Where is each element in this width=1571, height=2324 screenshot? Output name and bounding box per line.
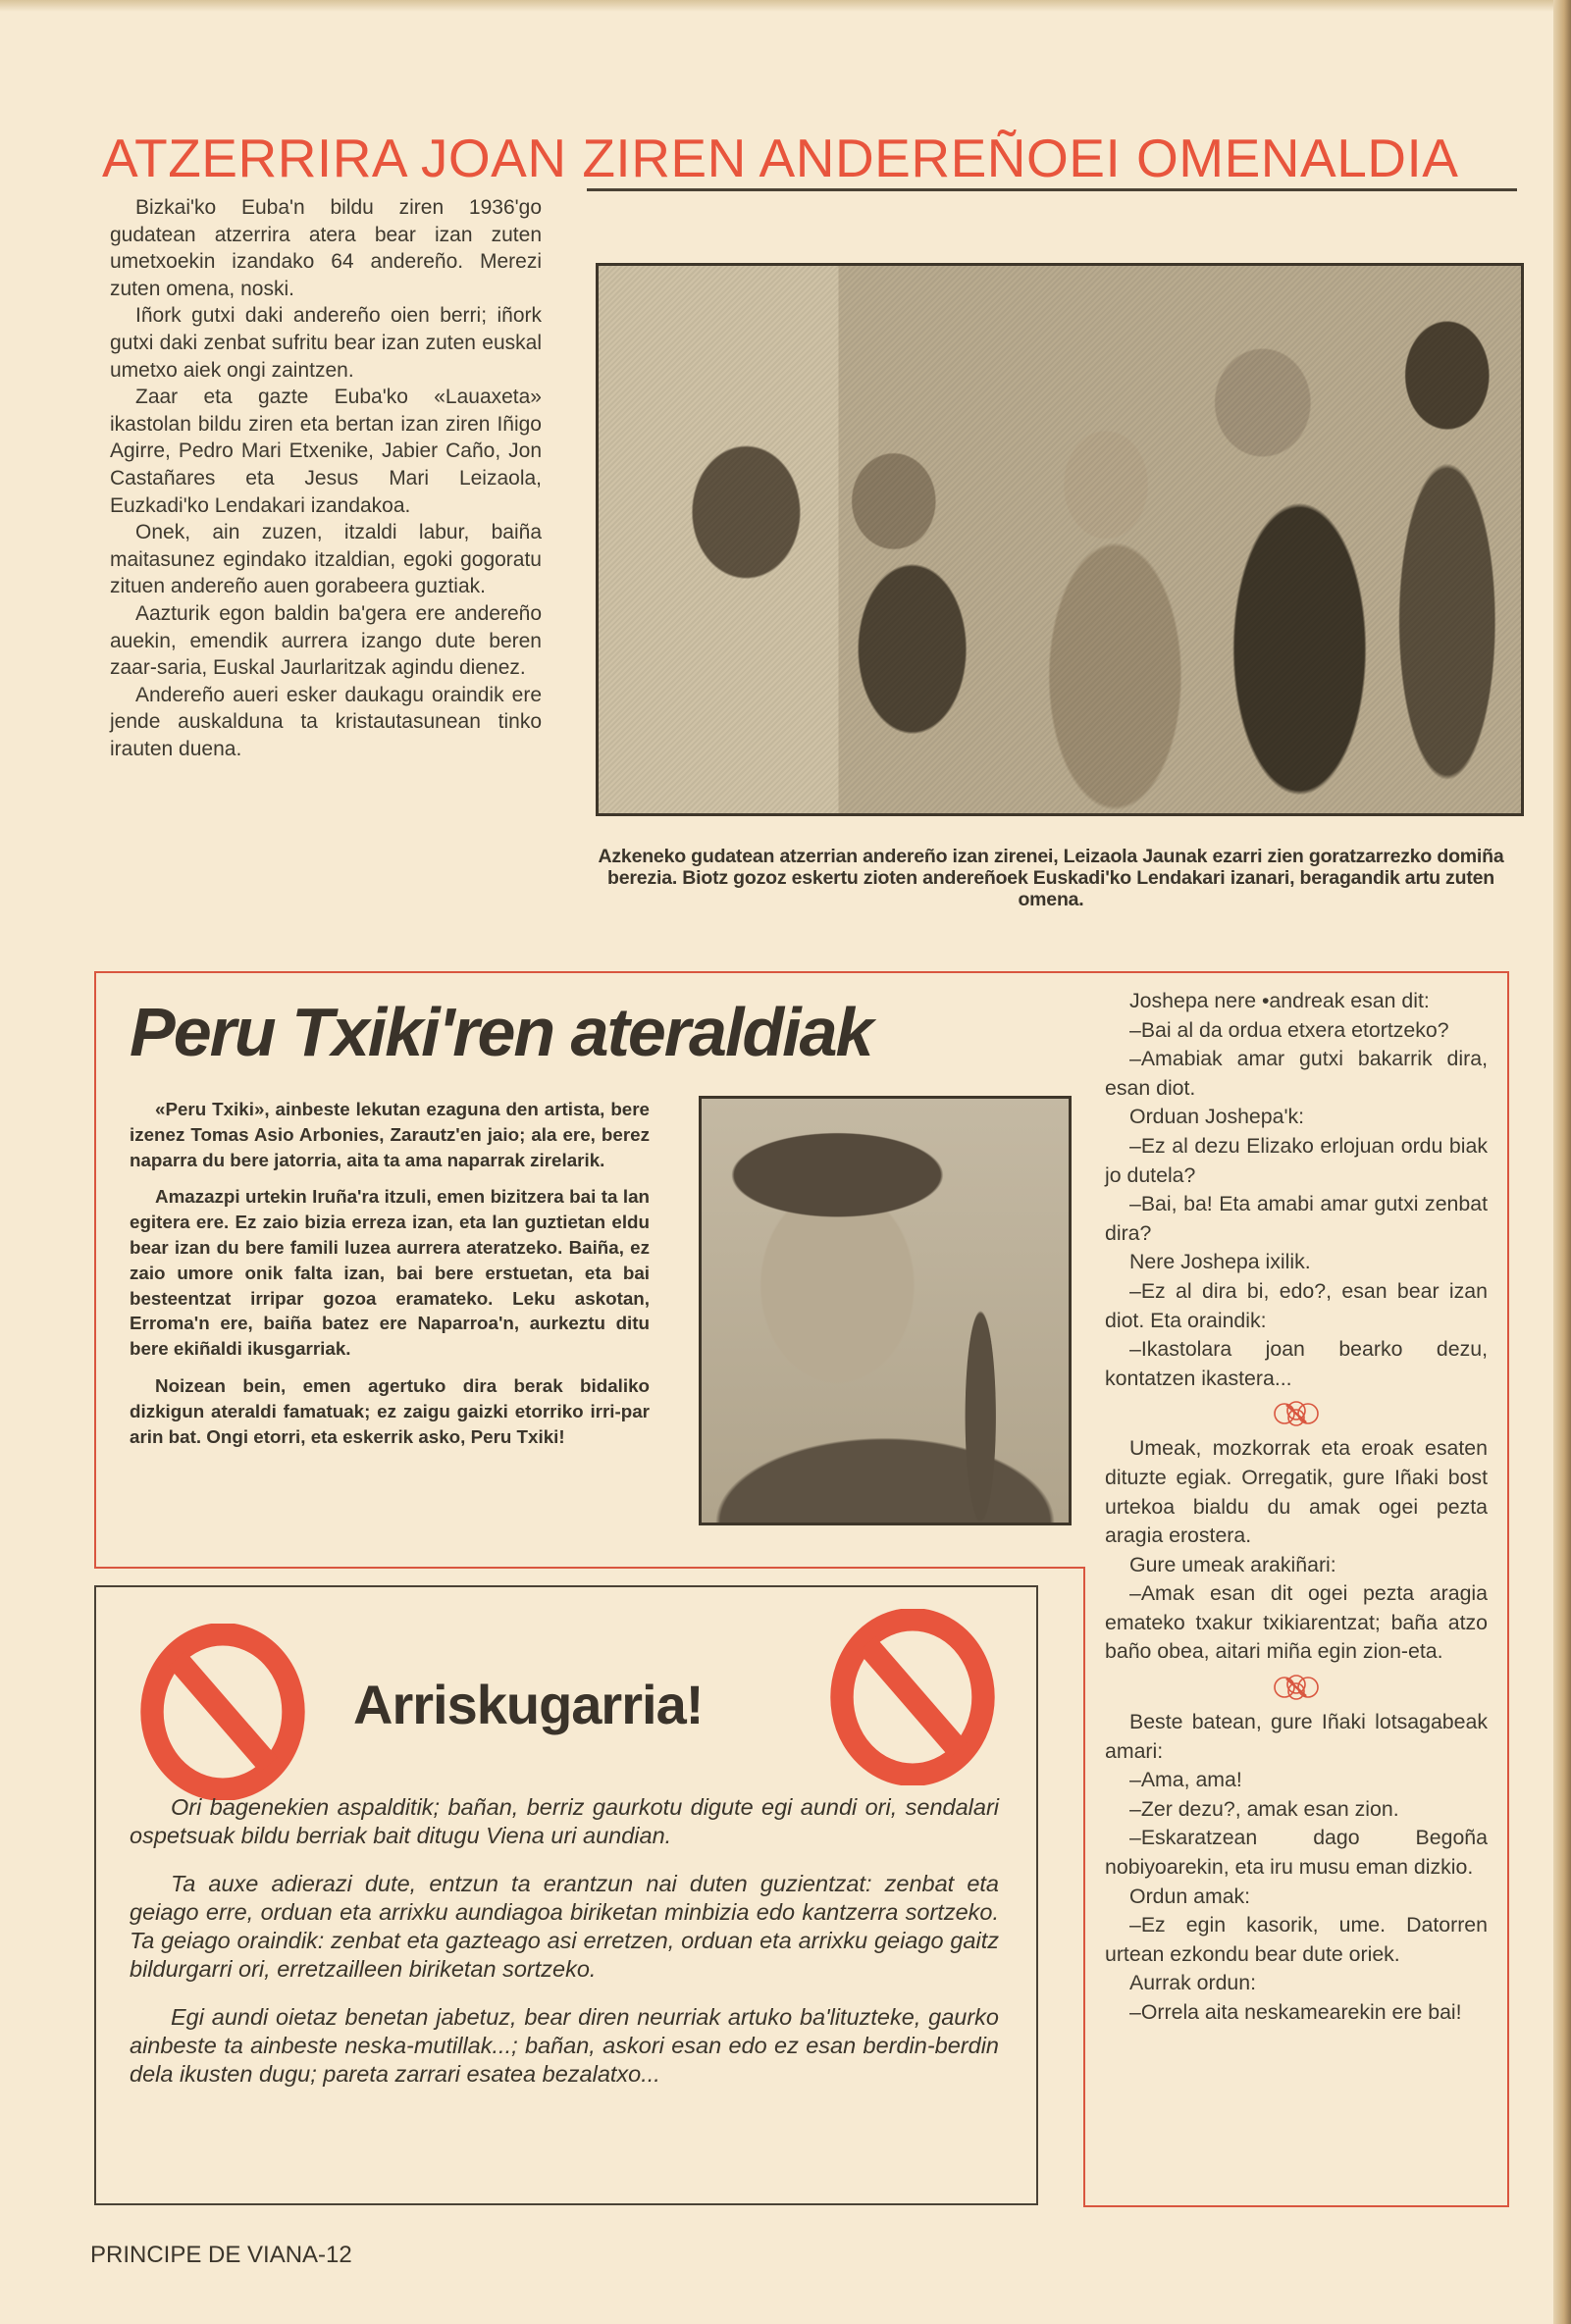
article-paragraph: Aazturik egon baldin ba'gera ere andereño auekin, emendik aurrera izango dute beren zaar-saria, Euskal Jaurlaritzak agindu dienez. [110, 601, 542, 680]
ceremony-photo [596, 263, 1524, 816]
peru-paragraph: Noizean bein, emen agertuko dira berak bidaliko dizkigun ateraldi famatuak; ez zaigu gaizki etorriko irri-par arin bat. Ongi etorri, eta eskerrik asko, Peru Txiki! [130, 1374, 650, 1447]
joke-line: –Ez al dezu Elizako erlojuan ordu biak jo dutela? [1105, 1133, 1488, 1187]
joke-line: –Ez al dira bi, edo?, esan bear izan diot. Eta oraindik: [1105, 1278, 1488, 1332]
joke-line: Ordun amak: [1129, 1884, 1251, 1908]
page-binding-edge [1553, 0, 1571, 2324]
jokes-column [1105, 987, 1488, 2028]
warning-body [130, 1793, 999, 2108]
joke-3 [1105, 1708, 1488, 2028]
peru-txiki-intro [130, 1097, 650, 1461]
joke-line: –Amak esan dit ogei pezta aragia emateko txakur txikiarentzat; baña atzo baño obea, aitari miña egin zion-eta. [1105, 1581, 1488, 1664]
joke-line: –Ikastolara joan bearko dezu, kontatzen ikastera... [1105, 1337, 1488, 1390]
headline-rule [587, 188, 1517, 191]
prohibition-sign-icon [824, 1609, 1001, 1785]
frame-line-inner [1083, 1567, 1085, 2206]
warning-paragraph: Ori bagenekien aspalditik; bañan, berriz gaurkotu digute egi aundi ori, sendalari ospetsuak bildu berriak bait ditugu Viena uri aundian. [130, 1794, 999, 1848]
joke-line: –Zer dezu?, amak esan zion. [1129, 1796, 1399, 1821]
warning-paragraph: Ta auxe adierazi dute, entzun ta erantzun nai duten guzientzat: zenbat eta geiago erre, orduan eta arrixku aundiagoa biriketan minbizia edo kantzerra sortzeko. Ta geiago oraindik: zenbat eta gazteago asi erretzen, orduan eta arrixku geiago gaitz bildurgarri ori, erretzailleen biriketan sortzeko. [130, 1871, 999, 1982]
article-paragraph: Zaar eta gazte Euba'ko «Lauaxeta» ikastolan bildu ziren eta bertan izan ziren Iñigo Agirre, Pedro Mari Etxenike, Jabier Caño, Jon Castañares eta Jesus Mari Leizaola, Euzkadi'ko Lendakari izandakoa. [110, 386, 542, 517]
prohibition-sign-icon [134, 1624, 311, 1800]
peru-paragraph: «Peru Txiki», ainbeste lekutan ezaguna den artista, bere izenez Tomas Asio Arbonies, Zarautz'en jaio; ala ere, berez naparra du bere jatorria, aita ta ama naparrak zirelarik. [130, 1099, 650, 1170]
joke-line: Beste batean, gure Iñaki lotsagabeak amari: [1105, 1710, 1488, 1763]
joke-line: Nere Joshepa ixilik. [1129, 1250, 1311, 1274]
page-footer: PRINCIPE DE VIANA-12 [90, 2242, 352, 2268]
article-paragraph: Bizkai'ko Euba'n bildu ziren 1936'go gudatean atzerrira atera bear izan zuten umetxoekin izandako 64 andereño. Merezi zuten omena, noski. [110, 196, 542, 300]
peru-paragraph: Amazazpi urtekin Iruña'ra itzuli, emen bizitzera bai ta lan egitera ere. Ez zaio bizia erreza izan, eta lan guztietan eldu bear izan du bere famili luzea aurrera ateratzeko. Baiña, ez zaio umore onik falta izan, bai bere erstuetan, eta bai besteentzat irripar gozoa eramateko. Leku askotan, Erroma'n ere, baiña batez ere Naparroa'n, aurkeztu ditu bere ekiñaldi ikusgarriak. [130, 1186, 650, 1360]
article-paragraph: Onek, ain zuzen, itzaldi labur, baiña maitasunez egindako itzaldian, egoki gogoratu zituen andereño auen gorabeera guztiak. [110, 521, 542, 598]
joke-line: Joshepa nere •andreak esan dit: [1129, 989, 1430, 1012]
article-paragraph: Iñork gutxi daki andereño oien berri; iñork gutxi daki zenbat sufritu bear izan zuten euskal umetxo aiek ongi zaintzen. [110, 304, 542, 382]
joke-line: –Bai al da ordua etxera etortzeko? [1129, 1017, 1449, 1042]
joke-line: –Ama, ama! [1129, 1768, 1242, 1792]
page-top-edge [0, 0, 1571, 12]
article-omenaldia-body [110, 194, 542, 762]
joke-line: –Bai, ba! Eta amabi amar gutxi zenbat dira? [1105, 1192, 1488, 1245]
joke-line: –Orrela aita neskamearekin ere bai! [1129, 2000, 1462, 2024]
ceremony-photo-caption: Azkeneko gudatean atzerrian andereño izan zirenei, Leizaola Jaunak ezarri zien goratzarrezko domiña berezia. Biotz gozoz eskertu zioten andereñoek Euskadi'ko Lendakari izanari, beragandik artu zuten omena. [598, 846, 1504, 910]
article-paragraph: Andereño aueri esker daukagu oraindik ere jende auskalduna ta kristautasunean tinko irauten duena. [110, 683, 542, 760]
joke-line: Aurrak ordun: [1129, 1971, 1257, 1995]
frame-line-mid [94, 1567, 1083, 1569]
warning-paragraph: Egi aundi oietaz benetan jabetuz, bear diren neurriak artuko ba'lituzteke, gaurko ainbeste ta ainbeste neska-mutillak...; bañan, askori esan edo ez esan berdin-berdin dela ikusten dugu; pareta zarrari esatea bezalatxo... [130, 2004, 999, 2087]
knot-ornament-icon [1267, 1399, 1326, 1428]
frame-line-left [94, 971, 96, 1568]
peru-txiki-portrait [699, 1096, 1072, 1525]
joke-line: –Ez egin kasorik, ume. Datorren urtean ezkondu bear dute oriek. [1105, 1913, 1488, 1966]
joke-2 [1105, 1434, 1488, 1667]
peru-txiki-title: Peru Txiki'ren ateraldiak [130, 994, 872, 1070]
knot-ornament-icon [1267, 1673, 1326, 1702]
joke-line: –Eskaratzean dago Begoña nobiyoarekin, eta iru musu eman dizkio. [1105, 1826, 1488, 1880]
joke-line: Umeak, mozkorrak eta eroak esaten dituzte egiak. Orregatik, gure Iñaki bost urtekoa bialdu du amak ogei pezta aragia erostera. [1105, 1436, 1488, 1548]
warning-title: Arriskugarria! [353, 1674, 704, 1735]
frame-line-right [1507, 971, 1509, 2207]
joke-line: Orduan Joshepa'k: [1129, 1105, 1305, 1129]
frame-line-bottom [1083, 2205, 1509, 2207]
frame-line-top [94, 971, 1507, 973]
joke-1 [1105, 987, 1488, 1393]
page-headline: ATZERRIRA JOAN ZIREN ANDEREÑOEI OMENALDIA [102, 127, 1459, 188]
joke-line: Gure umeak arakiñari: [1129, 1552, 1336, 1576]
joke-line: –Amabiak amar gutxi bakarrik dira, esan diot. [1105, 1047, 1488, 1100]
